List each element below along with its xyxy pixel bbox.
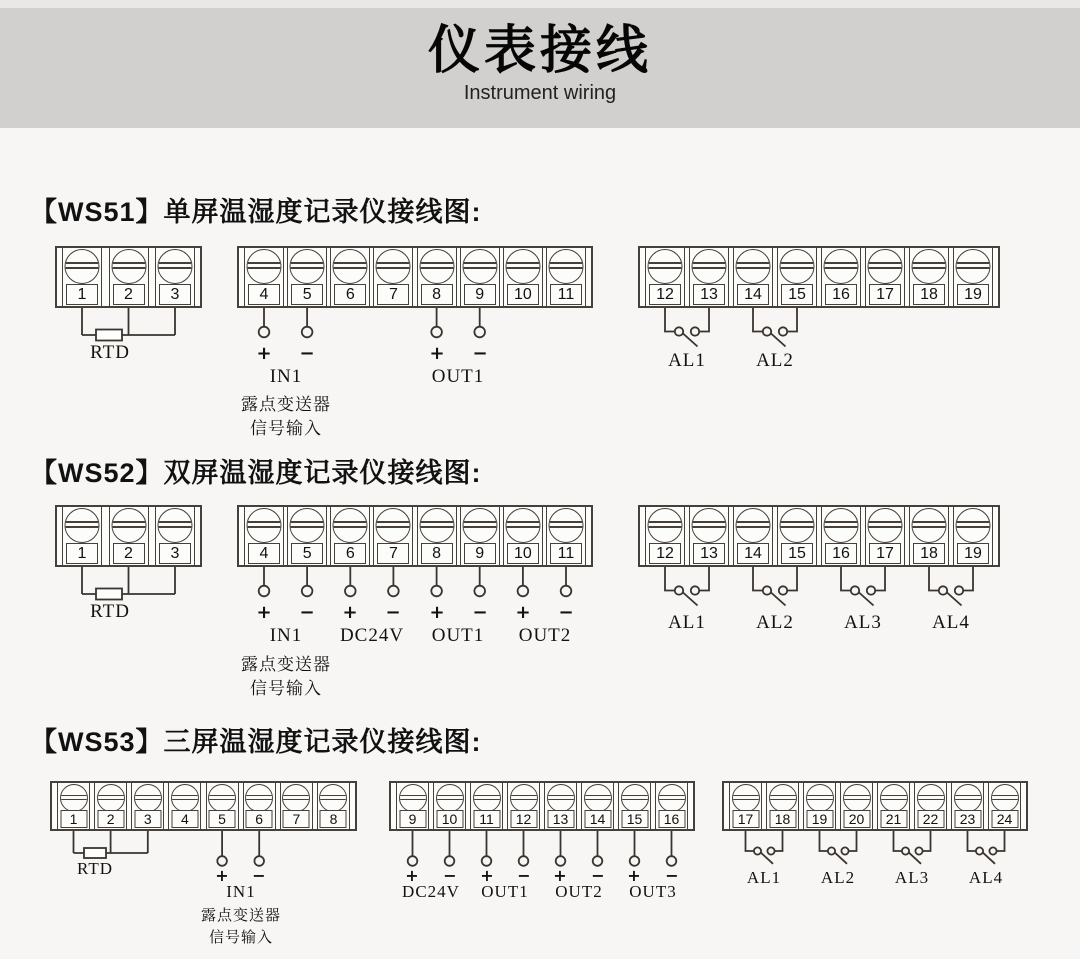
screw-icon xyxy=(824,508,859,543)
terminal xyxy=(546,248,586,306)
plus-sign: + xyxy=(342,602,358,623)
terminal-number: 11 xyxy=(550,543,582,564)
terminal xyxy=(733,507,773,565)
terminal xyxy=(317,783,350,829)
screw-icon xyxy=(65,508,100,543)
terminal xyxy=(460,248,500,306)
terminal xyxy=(909,248,949,306)
screw-icon xyxy=(65,249,100,284)
screw-icon xyxy=(282,784,310,812)
terminal xyxy=(777,248,817,306)
terminal-number: 18 xyxy=(913,543,945,564)
screw-icon xyxy=(247,249,282,284)
terminal xyxy=(155,507,195,565)
terminal xyxy=(689,507,729,565)
terminal-number: 18 xyxy=(769,810,796,828)
terminal xyxy=(733,248,773,306)
terminal xyxy=(244,248,284,306)
screw-icon xyxy=(376,508,411,543)
ws52-al3-label: AL3 xyxy=(844,612,882,633)
screw-icon xyxy=(780,249,815,284)
plus-sign: + xyxy=(256,343,272,364)
screw-icon xyxy=(111,508,146,543)
screw-icon xyxy=(247,508,282,543)
screw-icon xyxy=(648,249,683,284)
ws52-out1-label: OUT1 xyxy=(431,625,485,646)
plus-sign: + xyxy=(215,866,229,885)
terminal xyxy=(645,248,685,306)
terminal xyxy=(417,507,457,565)
ws51-alarm-wiring xyxy=(665,308,797,347)
minus-sign: − xyxy=(252,866,266,885)
terminal-number: 7 xyxy=(377,543,409,564)
ws51-rtd-label: RTD xyxy=(90,342,130,363)
plus-sign: + xyxy=(256,602,272,623)
ws52-in1-desc2: 信号输入 xyxy=(250,679,322,698)
terminal-number: 9 xyxy=(464,543,496,564)
screw-icon xyxy=(732,784,760,812)
terminal-number: 17 xyxy=(869,284,901,305)
screw-icon xyxy=(547,784,575,812)
terminal-number: 10 xyxy=(436,810,463,828)
terminal-number: 22 xyxy=(917,810,944,828)
ws53-in1-label: IN1 xyxy=(226,882,256,901)
terminal-number: 12 xyxy=(649,543,681,564)
screw-icon xyxy=(806,784,834,812)
ws53-dc24v-label: DC24V xyxy=(402,882,460,901)
ws52-in1-label: IN1 xyxy=(269,625,303,646)
terminal-number: 24 xyxy=(991,810,1018,828)
screw-icon xyxy=(462,249,497,284)
terminal-number: 4 xyxy=(171,810,198,828)
ws51-in1-desc2: 信号输入 xyxy=(250,419,322,438)
terminal xyxy=(544,783,577,829)
terminal-number: 6 xyxy=(334,284,366,305)
ws53-al4-label: AL4 xyxy=(968,868,1004,887)
screw-icon xyxy=(736,508,771,543)
screw-icon xyxy=(956,508,991,543)
screw-icon xyxy=(843,784,871,812)
ws53-io-wiring xyxy=(408,831,677,866)
terminal-number: 10 xyxy=(507,284,539,305)
screw-icon xyxy=(991,784,1019,812)
terminal-number: 16 xyxy=(825,284,857,305)
terminal xyxy=(821,507,861,565)
screw-icon xyxy=(692,249,727,284)
ws52-in1-desc1: 露点变送器 xyxy=(241,655,331,674)
ws52-rtd-wiring xyxy=(82,567,175,600)
ws53-out2-label: OUT2 xyxy=(555,882,603,901)
terminal xyxy=(953,507,993,565)
plus-sign: + xyxy=(429,343,445,364)
screw-icon xyxy=(134,784,162,812)
screw-icon xyxy=(548,249,583,284)
ws52-al1-label: AL1 xyxy=(668,612,706,633)
screw-icon xyxy=(505,249,540,284)
terminal xyxy=(287,248,327,306)
terminal-number: 12 xyxy=(649,284,681,305)
ws52-terminal-block-1-3 xyxy=(55,505,202,567)
ws53-terminal-block-17-24 xyxy=(722,781,1028,831)
terminal-number: 4 xyxy=(248,284,280,305)
terminal xyxy=(581,783,614,829)
ws53-terminal-block-9-16 xyxy=(389,781,695,831)
ws53-al1-label: AL1 xyxy=(746,868,782,887)
terminal-number: 15 xyxy=(781,543,813,564)
plus-sign: + xyxy=(553,866,567,885)
terminal xyxy=(57,783,90,829)
terminal-number: 19 xyxy=(957,543,989,564)
screw-icon xyxy=(473,784,501,812)
terminal-number: 9 xyxy=(399,810,426,828)
terminal xyxy=(777,507,817,565)
plus-sign: + xyxy=(515,602,531,623)
screw-icon xyxy=(912,249,947,284)
terminal xyxy=(766,783,799,829)
terminal xyxy=(503,507,543,565)
screw-icon xyxy=(880,784,908,812)
ws53-terminal-block-1-8 xyxy=(50,781,357,831)
screw-icon xyxy=(158,508,193,543)
page-subtitle: Instrument wiring xyxy=(463,82,617,105)
screw-icon xyxy=(319,784,347,812)
terminal xyxy=(396,783,429,829)
terminal xyxy=(460,507,500,565)
ws53-rtd-label: RTD xyxy=(77,859,113,878)
terminal xyxy=(433,783,466,829)
ws53-alarm-wiring xyxy=(746,831,1005,864)
ws53-heading: 【WS53】三屏温湿度记录仪接线图: xyxy=(30,727,482,757)
ws51-in1-label: IN1 xyxy=(269,366,303,387)
ws52-al2-label: AL2 xyxy=(756,612,794,633)
terminal-number: 16 xyxy=(825,543,857,564)
terminal xyxy=(373,507,413,565)
terminal-number: 2 xyxy=(113,543,145,564)
terminal-number: 23 xyxy=(954,810,981,828)
terminal xyxy=(206,783,239,829)
ws51-terminal-block-1-3 xyxy=(55,246,202,308)
ws52-rtd-label: RTD xyxy=(90,601,130,622)
screw-icon xyxy=(158,249,193,284)
minus-sign: − xyxy=(443,866,457,885)
terminal xyxy=(909,507,949,565)
terminal xyxy=(503,248,543,306)
terminal xyxy=(373,248,413,306)
terminal-number: 20 xyxy=(843,810,870,828)
screw-icon xyxy=(780,508,815,543)
terminal xyxy=(953,248,993,306)
terminal-number: 13 xyxy=(693,284,725,305)
terminal-number: 4 xyxy=(248,543,280,564)
terminal-number: 13 xyxy=(693,543,725,564)
plus-sign: + xyxy=(480,866,494,885)
terminal-number: 13 xyxy=(547,810,574,828)
terminal-number: 3 xyxy=(159,284,191,305)
screw-icon xyxy=(584,784,612,812)
ws53-al3-label: AL3 xyxy=(894,868,930,887)
terminal-number: 8 xyxy=(320,810,347,828)
terminal-number: 8 xyxy=(421,284,453,305)
minus-sign: − xyxy=(665,866,679,885)
screw-icon xyxy=(399,784,427,812)
terminal xyxy=(951,783,984,829)
screw-icon xyxy=(419,508,454,543)
ws52-heading: 【WS52】双屏温湿度记录仪接线图: xyxy=(30,458,482,488)
minus-sign: − xyxy=(299,602,315,623)
screw-icon xyxy=(954,784,982,812)
screw-icon xyxy=(290,508,325,543)
terminal xyxy=(155,248,195,306)
screw-icon xyxy=(436,784,464,812)
terminal xyxy=(507,783,540,829)
screw-icon xyxy=(171,784,199,812)
screw-icon xyxy=(912,508,947,543)
minus-sign: − xyxy=(472,343,488,364)
terminal xyxy=(330,248,370,306)
terminal-number: 5 xyxy=(291,543,323,564)
screw-icon xyxy=(956,249,991,284)
terminal-number: 6 xyxy=(246,810,273,828)
ws51-io-wiring xyxy=(259,308,485,337)
terminal xyxy=(821,248,861,306)
ws52-dc24v-label: DC24V xyxy=(339,625,405,646)
terminal-number: 1 xyxy=(66,284,98,305)
terminal xyxy=(546,507,586,565)
terminal xyxy=(109,248,149,306)
terminal-number: 1 xyxy=(66,543,98,564)
screw-icon xyxy=(648,508,683,543)
ws53-out3-label: OUT3 xyxy=(629,882,677,901)
screw-icon xyxy=(510,784,538,812)
terminal-number: 10 xyxy=(507,543,539,564)
terminal xyxy=(280,783,313,829)
screw-icon xyxy=(917,784,945,812)
terminal xyxy=(244,507,284,565)
terminal xyxy=(877,783,910,829)
terminal xyxy=(417,248,457,306)
terminal xyxy=(689,248,729,306)
ws53-out1-label: OUT1 xyxy=(481,882,529,901)
ws51-al2-label: AL2 xyxy=(756,350,794,371)
terminal-number: 12 xyxy=(510,810,537,828)
terminal-number: 15 xyxy=(621,810,648,828)
screw-icon xyxy=(692,508,727,543)
terminal-number: 19 xyxy=(806,810,833,828)
screw-icon xyxy=(548,508,583,543)
terminal xyxy=(840,783,873,829)
screw-icon xyxy=(505,508,540,543)
screw-icon xyxy=(658,784,686,812)
page-title: 仪表接线 xyxy=(427,22,652,80)
screw-icon xyxy=(208,784,236,812)
screw-icon xyxy=(290,249,325,284)
plus-sign: + xyxy=(627,866,641,885)
terminal-number: 19 xyxy=(957,284,989,305)
terminal xyxy=(131,783,164,829)
terminal-number: 9 xyxy=(464,284,496,305)
ws51-heading: 【WS51】单屏温湿度记录仪接线图: xyxy=(30,197,482,227)
terminal xyxy=(62,248,102,306)
minus-sign: − xyxy=(472,602,488,623)
terminal-number: 14 xyxy=(737,543,769,564)
terminal-number: 2 xyxy=(113,284,145,305)
plus-sign: + xyxy=(405,866,419,885)
screw-icon xyxy=(462,508,497,543)
screw-icon xyxy=(376,249,411,284)
terminal xyxy=(168,783,201,829)
terminal xyxy=(243,783,276,829)
screw-icon xyxy=(868,508,903,543)
terminal-number: 5 xyxy=(291,284,323,305)
terminal-number: 1 xyxy=(60,810,87,828)
ws53-in1-wiring xyxy=(217,831,264,866)
terminal-number: 3 xyxy=(159,543,191,564)
terminal xyxy=(645,507,685,565)
screw-icon xyxy=(769,784,797,812)
screw-icon xyxy=(97,784,125,812)
screw-icon xyxy=(111,249,146,284)
ws52-terminal-block-4-11 xyxy=(237,505,593,567)
terminal-number: 11 xyxy=(550,284,582,305)
terminal-number: 7 xyxy=(377,284,409,305)
terminal-number: 21 xyxy=(880,810,907,828)
terminal-number: 17 xyxy=(869,543,901,564)
terminal-number: 17 xyxy=(732,810,759,828)
screw-icon xyxy=(60,784,88,812)
terminal-number: 11 xyxy=(473,810,500,828)
terminal-number: 18 xyxy=(913,284,945,305)
terminal xyxy=(94,783,127,829)
terminal-number: 16 xyxy=(658,810,685,828)
ws52-out2-label: OUT2 xyxy=(518,625,572,646)
terminal xyxy=(655,783,688,829)
ws52-terminal-block-12-19 xyxy=(638,505,1000,567)
ws53-rtd-wiring xyxy=(74,831,148,858)
minus-sign: − xyxy=(558,602,574,623)
ws52-al4-label: AL4 xyxy=(932,612,970,633)
screw-icon xyxy=(245,784,273,812)
ws52-alarm-wiring xyxy=(665,567,973,606)
ws51-al1-label: AL1 xyxy=(668,350,706,371)
terminal-number: 3 xyxy=(134,810,161,828)
ws53-in1-desc1: 露点变送器 xyxy=(200,908,282,924)
screw-icon xyxy=(333,249,368,284)
minus-sign: − xyxy=(517,866,531,885)
terminal-number: 15 xyxy=(781,284,813,305)
terminal-number: 7 xyxy=(283,810,310,828)
screw-icon xyxy=(419,249,454,284)
minus-sign: − xyxy=(385,602,401,623)
terminal-number: 8 xyxy=(421,543,453,564)
screw-icon xyxy=(868,249,903,284)
plus-sign: + xyxy=(429,602,445,623)
terminal xyxy=(330,507,370,565)
ws51-terminal-block-12-19 xyxy=(638,246,1000,308)
screw-icon xyxy=(824,249,859,284)
minus-sign: − xyxy=(299,343,315,364)
ws53-al2-label: AL2 xyxy=(820,868,856,887)
terminal-number: 14 xyxy=(584,810,611,828)
terminal xyxy=(865,507,905,565)
terminal xyxy=(803,783,836,829)
terminal xyxy=(729,783,762,829)
ws53-in1-desc2: 信号输入 xyxy=(208,930,274,946)
terminal xyxy=(618,783,651,829)
terminal xyxy=(109,507,149,565)
screw-icon xyxy=(621,784,649,812)
terminal xyxy=(914,783,947,829)
terminal xyxy=(470,783,503,829)
ws52-io-wiring xyxy=(259,567,572,596)
minus-sign: − xyxy=(591,866,605,885)
screw-icon xyxy=(333,508,368,543)
ws51-terminal-block-4-11 xyxy=(237,246,593,308)
terminal xyxy=(287,507,327,565)
terminal-number: 2 xyxy=(97,810,124,828)
screw-icon xyxy=(736,249,771,284)
terminal xyxy=(62,507,102,565)
terminal-number: 5 xyxy=(209,810,236,828)
terminal-number: 6 xyxy=(334,543,366,564)
ws51-in1-desc1: 露点变送器 xyxy=(241,395,331,414)
terminal xyxy=(865,248,905,306)
ws51-out1-label: OUT1 xyxy=(431,366,485,387)
ws51-rtd-wiring xyxy=(82,308,175,341)
terminal-number: 14 xyxy=(737,284,769,305)
terminal xyxy=(988,783,1021,829)
